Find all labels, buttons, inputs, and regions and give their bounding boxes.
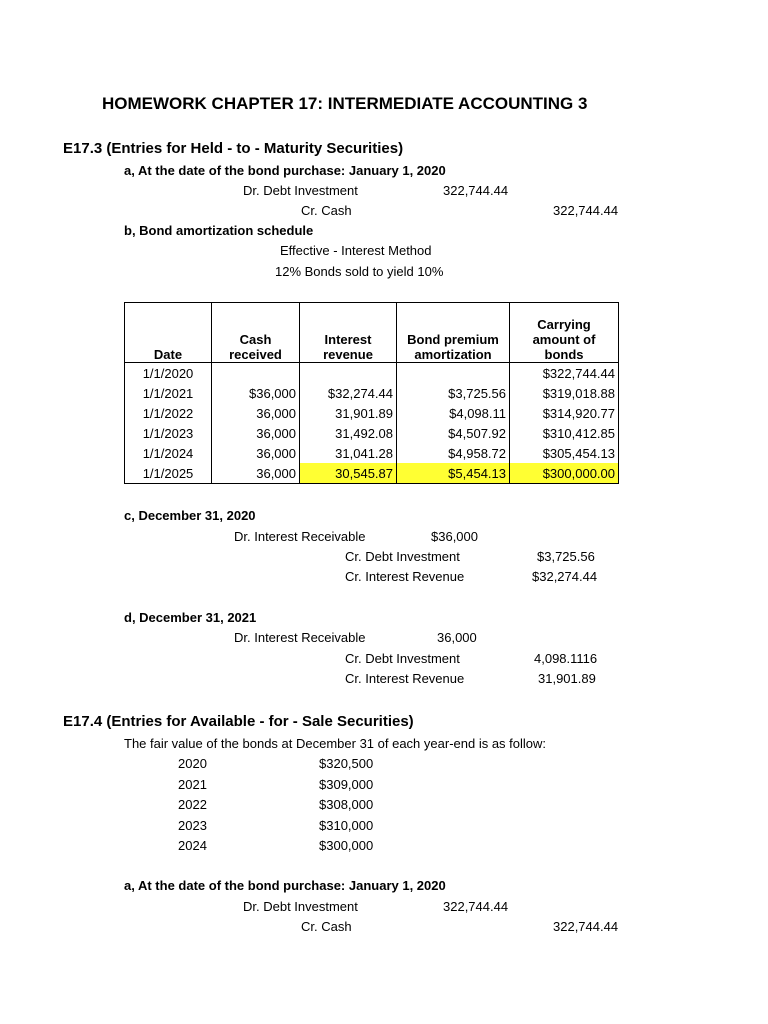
e173-b-method: Effective - Interest Method <box>280 243 432 258</box>
e173-a-dr-amount: 322,744.44 <box>443 183 509 198</box>
e173-c-dr-amount: $36,000 <box>431 529 478 544</box>
e173-d-dr-label: Dr. Interest Receivable <box>234 630 366 645</box>
e173-d-dr-amount: 36,000 <box>437 630 477 645</box>
e173-a-dr-label: Dr. Debt Investment <box>243 183 358 198</box>
table-cell: 31,041.28 <box>300 443 397 463</box>
table-cell <box>397 363 510 384</box>
table-cell: 1/1/2021 <box>125 383 212 403</box>
fair-value-year: 2024 <box>178 838 207 853</box>
e174-a-dr-label: Dr. Debt Investment <box>243 899 358 914</box>
table-cell: 36,000 <box>212 403 300 423</box>
e173-c-cr2-label: Cr. Interest Revenue <box>345 569 465 584</box>
table-cell: 36,000 <box>212 423 300 443</box>
table-row <box>125 403 619 423</box>
table-row <box>125 423 619 443</box>
table-row <box>125 383 619 403</box>
e173-d-cr1-label: Cr. Debt Investment <box>345 651 460 666</box>
e174-a-heading: a, At the date of the bond purchase: January 1, 2020 <box>124 878 446 893</box>
table-cell: 1/1/2023 <box>125 423 212 443</box>
table-cell: $314,920.77 <box>510 403 619 423</box>
table-cell: $5,454.13 <box>397 463 510 484</box>
col-header-interest-revenue: Interest revenue <box>300 303 397 363</box>
e173-a-cr-label: Cr. Cash <box>301 203 352 218</box>
amortization-table <box>124 302 619 484</box>
table-cell: $4,507.92 <box>397 423 510 443</box>
fair-value-year: 2021 <box>178 776 207 792</box>
e174-a-cr-label: Cr. Cash <box>301 919 352 934</box>
table-cell: $4,098.11 <box>397 403 510 423</box>
table-cell: $36,000 <box>212 383 300 403</box>
col-header-carrying-amount: Carrying amount of bonds <box>510 303 619 363</box>
fair-value-amount: $300,000 <box>319 838 374 853</box>
fair-value-amount: $320,500 <box>319 756 374 771</box>
e173-b-subtitle: 12% Bonds sold to yield 10% <box>275 264 444 279</box>
col-header-premium-amortization: Bond premium amortization <box>397 303 510 363</box>
e173-c-cr1-label: Cr. Debt Investment <box>345 549 460 564</box>
fair-value-amount: $309,000 <box>319 776 374 792</box>
table-cell <box>300 363 397 384</box>
table-row <box>125 363 619 384</box>
table-cell: $3,725.56 <box>397 383 510 403</box>
table-cell: 1/1/2020 <box>125 363 212 384</box>
table-cell: $305,454.13 <box>510 443 619 463</box>
e173-d-cr2-label: Cr. Interest Revenue <box>345 671 465 686</box>
table-cell <box>212 363 300 384</box>
table-cell: $32,274.44 <box>300 383 397 403</box>
table-cell: 30,545.87 <box>300 463 397 484</box>
table-cell: $322,744.44 <box>510 363 619 384</box>
table-cell: 1/1/2025 <box>125 463 212 484</box>
table-cell: $300,000.00 <box>510 463 619 484</box>
e173-c-cr2-amount: $32,274.44 <box>532 569 598 584</box>
fair-value-amount: $308,000 <box>319 797 374 812</box>
table-cell: 1/1/2024 <box>125 443 212 463</box>
e173-a-heading: a, At the date of the bond purchase: January 1, 2020 <box>124 163 446 178</box>
e174-heading: E17.4 (Entries for Available - for - Sale Securities) <box>63 713 414 730</box>
e173-d-cr2-amount: 31,901.89 <box>538 671 596 686</box>
e173-heading: E17.3 (Entries for Held - to - Maturity Securities) <box>63 140 404 157</box>
fair-value-amount: $310,000 <box>319 817 374 833</box>
table-cell: 31,492.08 <box>300 423 397 443</box>
col-header-date: Date <box>125 303 212 363</box>
table-cell: $310,412.85 <box>510 423 619 443</box>
fair-value-year: 2023 <box>178 817 207 833</box>
e174-intro: The fair value of the bonds at December 31 of each year-end is as follow: <box>124 736 547 751</box>
e173-d-heading: d, December 31, 2021 <box>124 610 257 625</box>
table-cell: 36,000 <box>212 443 300 463</box>
e174-a-dr-amount: 322,744.44 <box>443 899 509 914</box>
e173-b-heading: b, Bond amortization schedule <box>124 223 314 238</box>
e173-d-cr1-amount: 4,098.1116 <box>534 651 598 666</box>
table-cell: 1/1/2022 <box>125 403 212 423</box>
table-row <box>125 463 619 484</box>
e173-c-dr-label: Dr. Interest Receivable <box>234 529 366 544</box>
e174-a-cr-amount: 322,744.44 <box>553 919 619 934</box>
e173-a-cr-amount: 322,744.44 <box>553 203 619 218</box>
fair-value-year: 2020 <box>178 756 207 771</box>
table-cell: $4,958.72 <box>397 443 510 463</box>
table-row <box>125 443 619 463</box>
e173-c-heading: c, December 31, 2020 <box>124 508 256 523</box>
fair-value-year: 2022 <box>178 797 207 812</box>
page-title: HOMEWORK CHAPTER 17: INTERMEDIATE ACCOUNTING 3 <box>102 94 588 113</box>
table-cell: $319,018.88 <box>510 383 619 403</box>
e173-c-cr1-amount: $3,725.56 <box>537 549 595 564</box>
table-cell: 31,901.89 <box>300 403 397 423</box>
col-header-cash-received: Cash received <box>212 303 300 363</box>
table-cell: 36,000 <box>212 463 300 484</box>
